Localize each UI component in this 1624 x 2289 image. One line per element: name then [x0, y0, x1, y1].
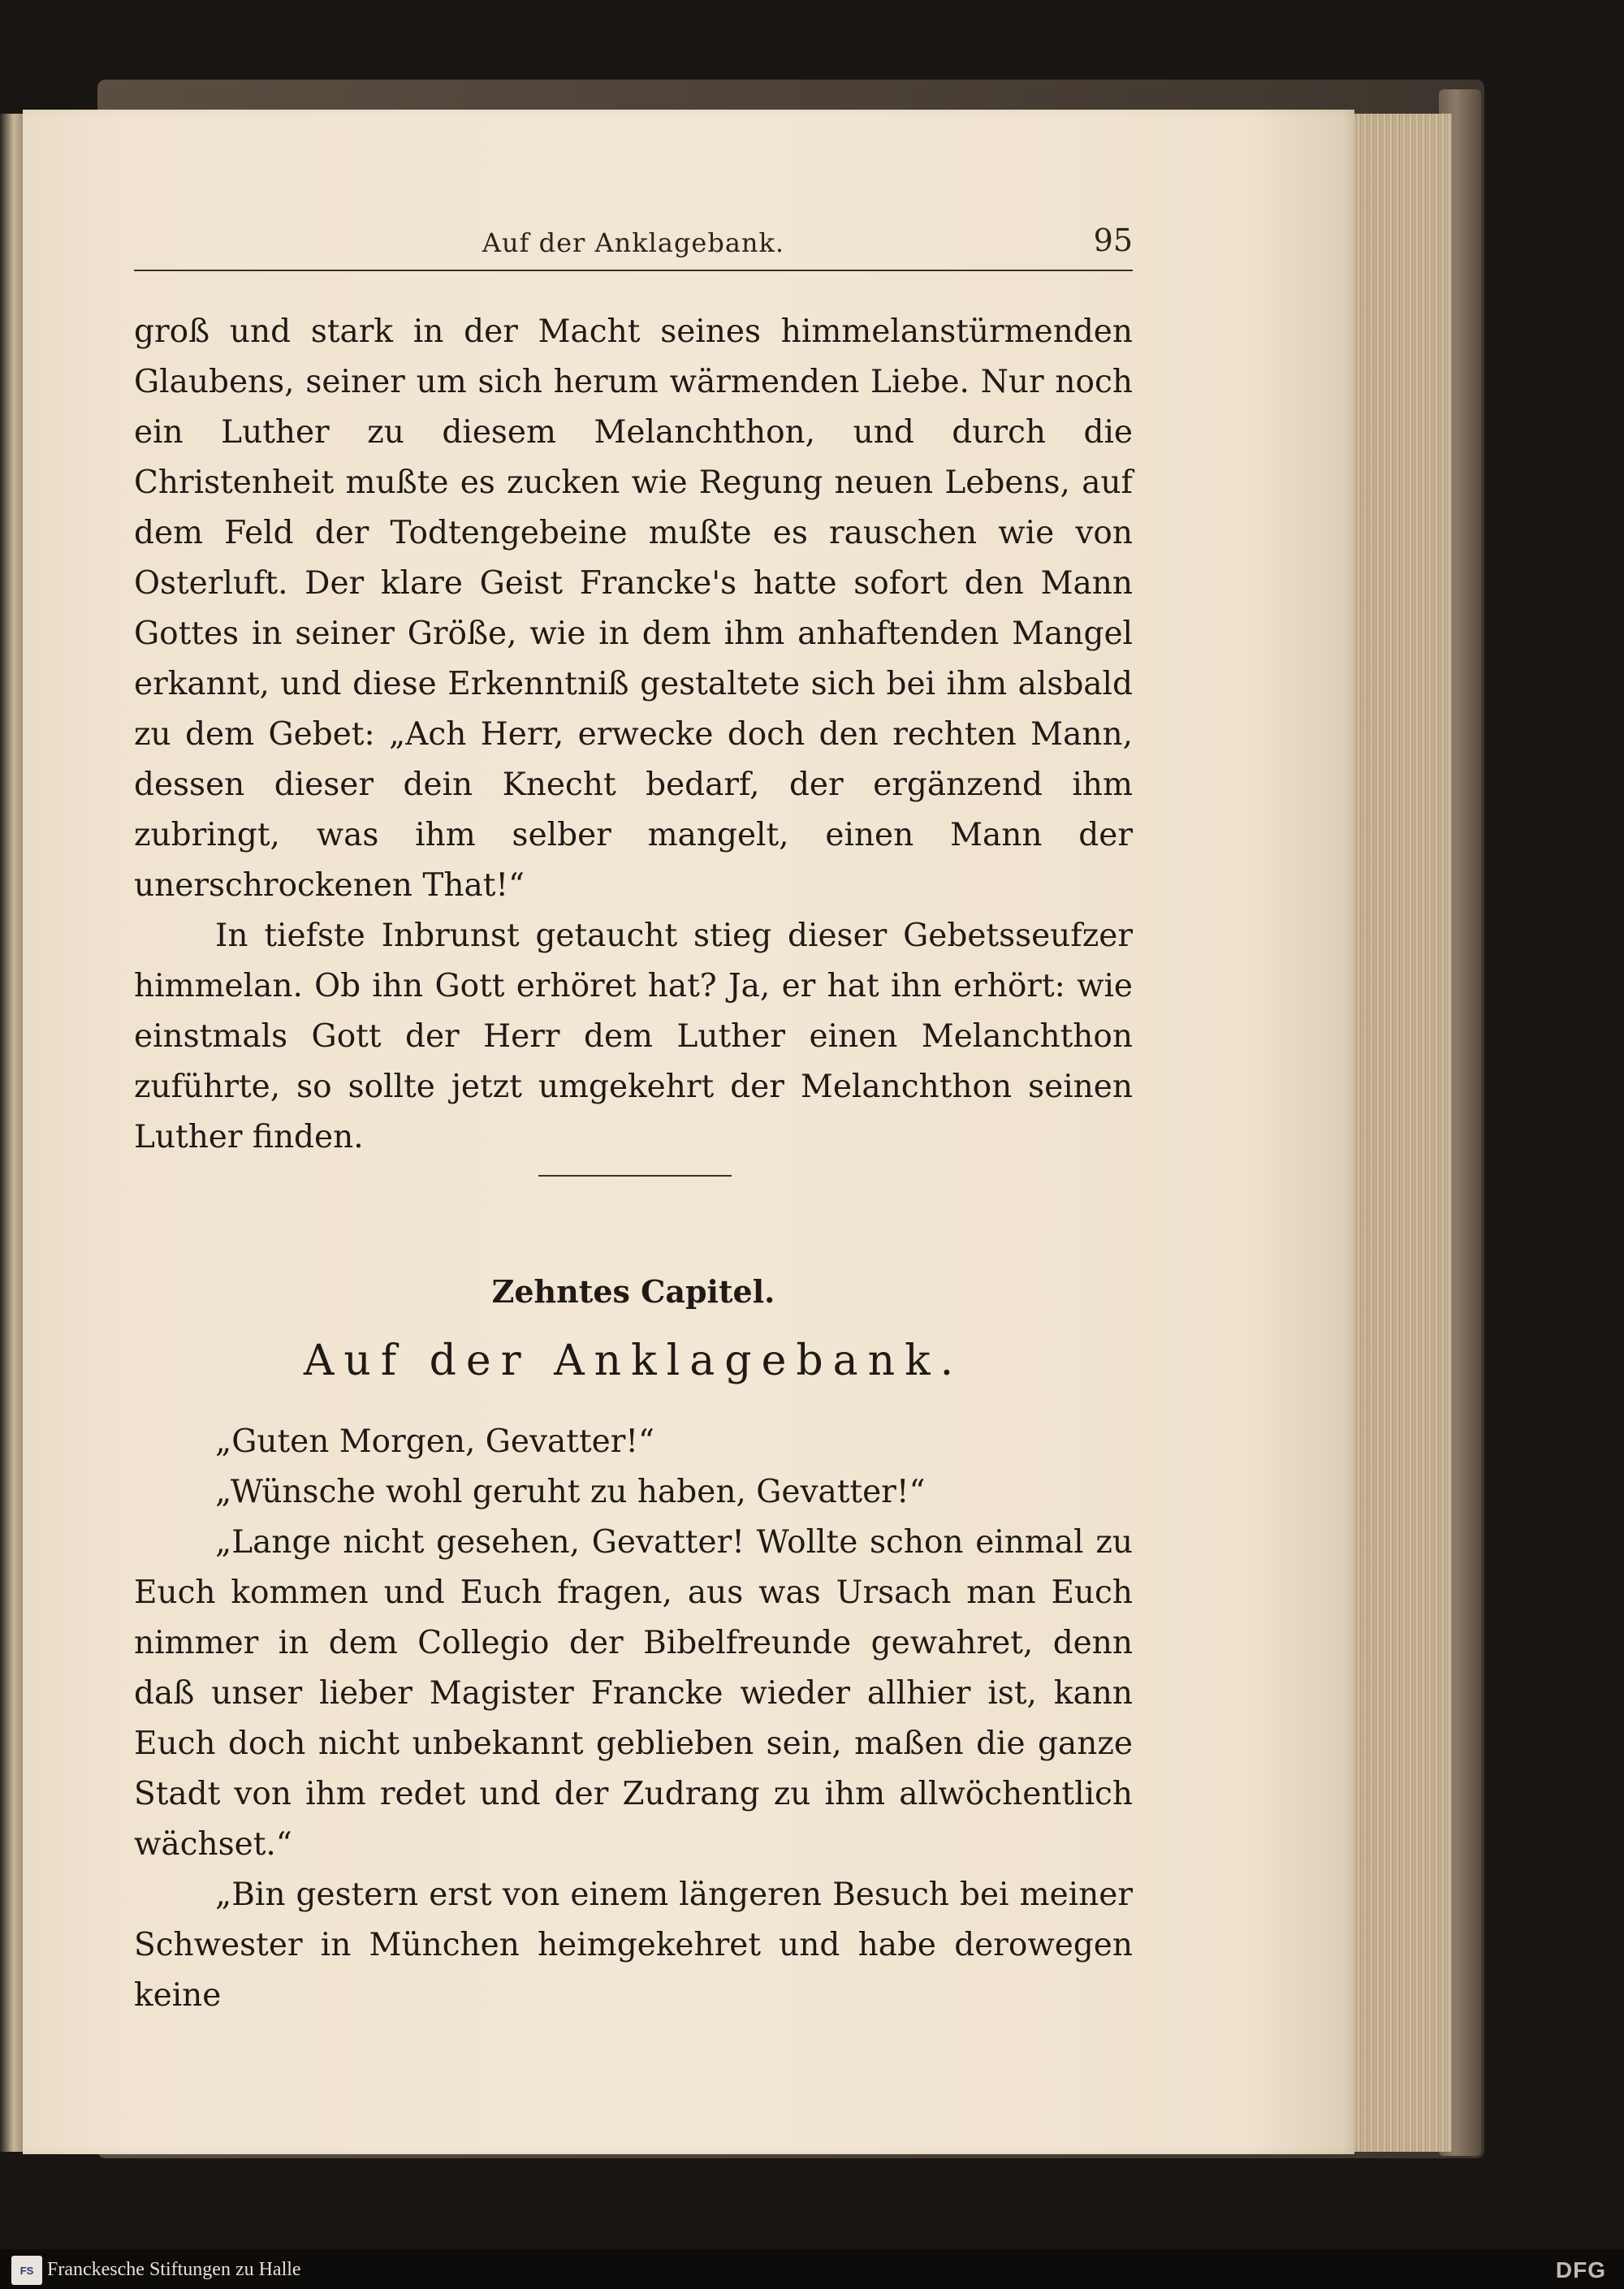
section-divider: [538, 1175, 732, 1177]
chapter-number: Zehntes Capitel.: [491, 1273, 775, 1310]
page-header: [134, 221, 1133, 271]
page-number: 95: [1093, 222, 1133, 258]
paragraph: „Wünsche wohl geruht zu haben, Gevatter!“: [215, 1474, 926, 1510]
institution-name[interactable]: Franckesche Stiftungen zu Halle: [47, 2259, 301, 2280]
page-edges: [1354, 114, 1452, 2152]
facing-page-edge: [0, 114, 23, 2152]
running-title: Auf der Anklagebank.: [482, 227, 785, 258]
paragraph: „Lange nicht gesehen, Gevatter! Wollte schon einmal zu Euch kommen und Euch fragen, aus was Ursach man Euch nimmer in dem Collegio der Bibelfreunde gewahret, denn daß unser lieber Magister Francke wieder allhier ist, kann Euch doch nicht unbekannt geblieben sein, maßen die ganze Stadt von ihm redet und der Zudrang zu ihm allwöchentlich wächset.“: [134, 1524, 1133, 1863]
text-block-bottom: [134, 1417, 1133, 2021]
chapter-title: Auf der Anklagebank.: [303, 1337, 964, 1385]
dfg-logo[interactable]: DFG: [1555, 2257, 1606, 2283]
paragraph: „Guten Morgen, Gevatter!“: [215, 1423, 654, 1460]
institution-logo-icon[interactable]: FS: [11, 2256, 42, 2285]
paragraph: In tiefste Inbrunst getaucht stieg dieser Gebetsseufzer himmelan. Ob ihn Gott erhöret hat? Ja, er hat ihn erhört: wie einstmals Gott der Herr dem Luther einen Melanchthon zuführte, so sollte jetzt umgekehrt der Melanchthon seinen Luther finden.: [134, 918, 1133, 1155]
paragraph: „Bin gestern erst von einem längeren Besuch bei meiner Schwester in München heimgekehret und habe derowegen keine: [134, 1877, 1133, 2014]
text-block-top: [134, 307, 1133, 1163]
paragraph: groß und stark in der Macht seines himmelanstürmenden Glaubens, seiner um sich herum wärmenden Liebe. Nur noch ein Luther zu diesem Melanchthon, und durch die Christenheit mußte es zucken wie Regung neuen Lebens, auf dem Feld der Todtengebeine mußte es rauschen wie von Osterluft. Der klare Geist Francke's hatte sofort den Mann Gottes in seiner Größe, wie in dem ihm anhaftenden Mangel erkannt, und diese Erkenntniß gestaltete sich bei ihm alsbald zu dem Gebet: „Ach Herr, erwecke doch den rechten Mann, dessen dieser dein Knecht bedarf, der ergänzend ihm zubringt, was ihm selber mangelt, einen Mann der unerschrockenen That!“: [134, 313, 1133, 904]
